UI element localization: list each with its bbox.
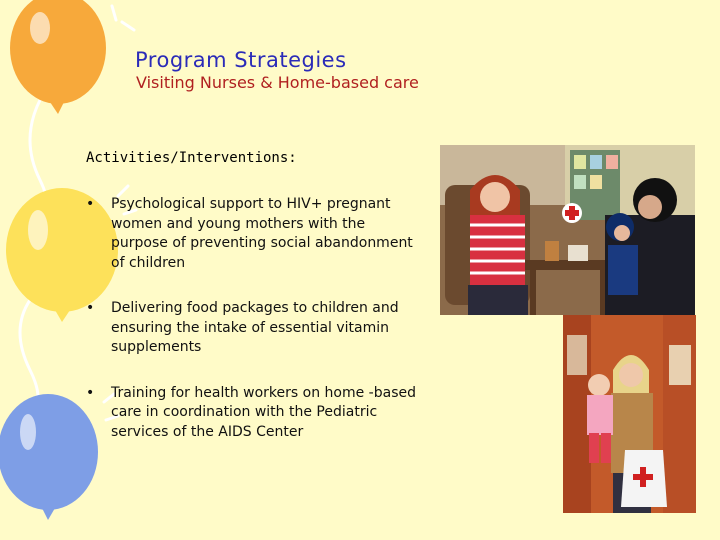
activities-heading: Activities/Interventions: bbox=[86, 150, 297, 166]
slide-subtitle: Visiting Nurses & Home-based care bbox=[136, 73, 419, 92]
list-item bbox=[86, 195, 421, 273]
slide-title: Program Strategies bbox=[135, 48, 347, 72]
nurse-home-visit-photo bbox=[440, 145, 695, 315]
orange-balloon-icon bbox=[10, 0, 106, 114]
list-item-text: Delivering food packages to children and ensuring the intake of essential vitamin supplements bbox=[111, 300, 399, 355]
activities-list bbox=[86, 195, 421, 468]
bullet-icon: • bbox=[86, 384, 95, 401]
list-item-text: Training for health workers on home -based care in coordination with the Pediatric services of the AIDS Center bbox=[111, 384, 416, 440]
blue-balloon-icon bbox=[0, 394, 98, 520]
bullet-icon: • bbox=[86, 196, 95, 212]
bullet-icon: • bbox=[86, 300, 95, 316]
list-item bbox=[86, 299, 421, 358]
list-item bbox=[86, 384, 421, 443]
mother-and-child-photo bbox=[563, 315, 696, 513]
list-item-text: Psychological support to HIV+ pregnant women and young mothers with the purpose of preventing social abandonment of children bbox=[111, 196, 413, 271]
